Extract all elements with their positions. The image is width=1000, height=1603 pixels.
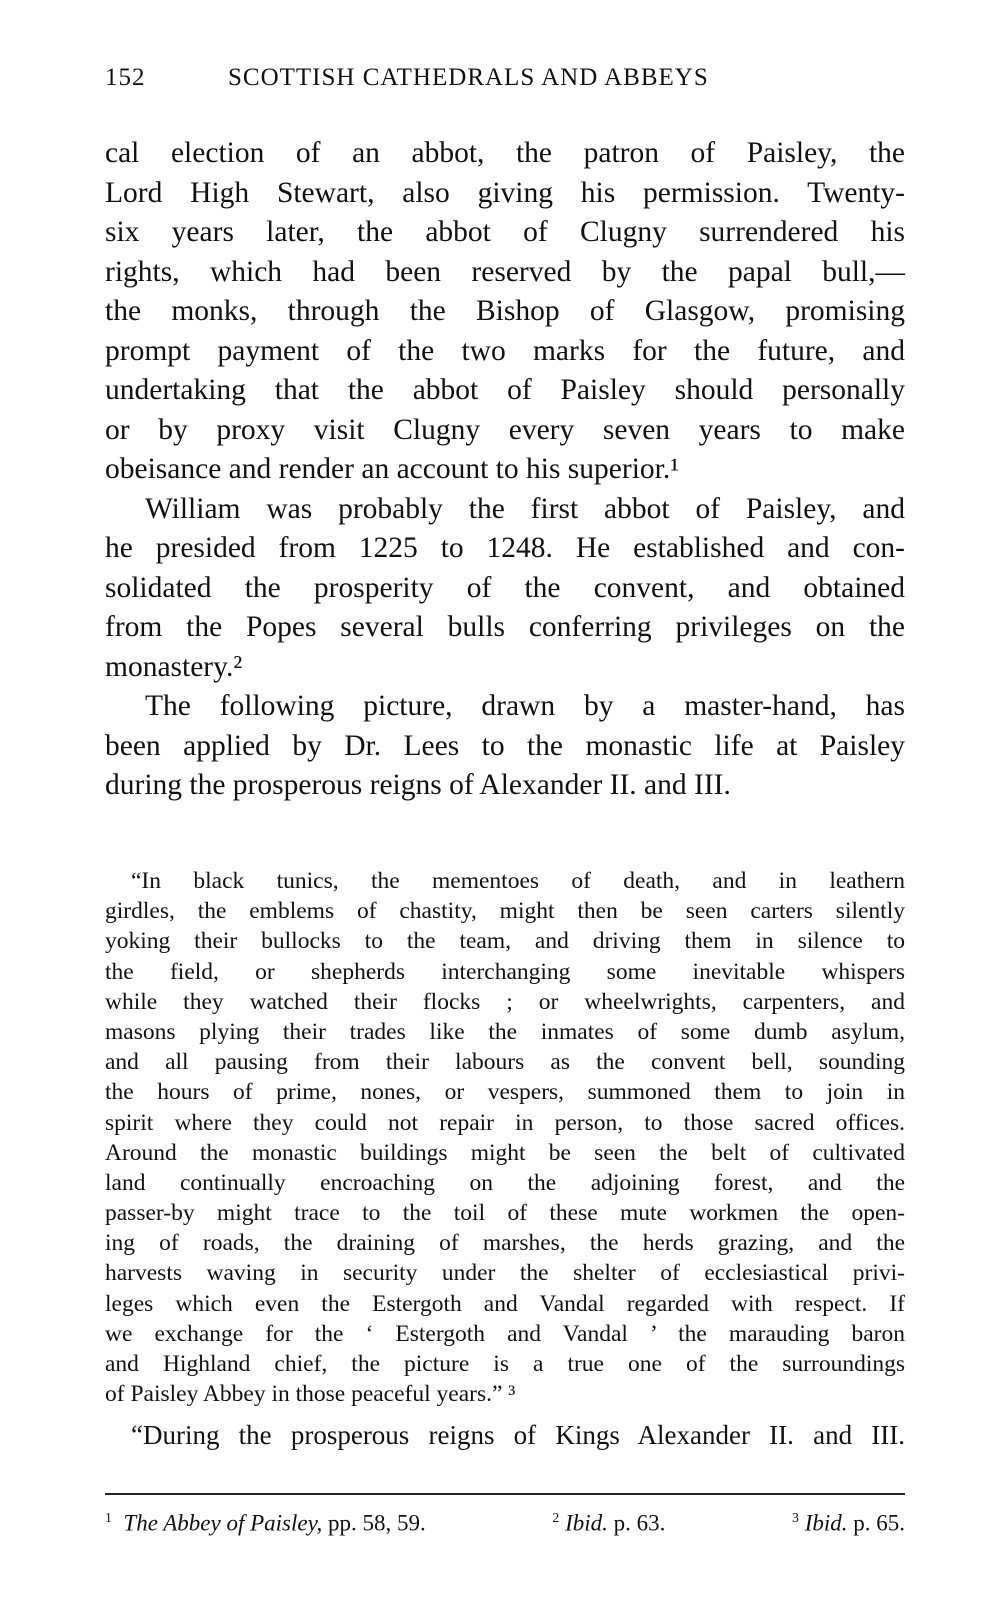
text-line: cal election of an abbot, the patron of Paisley, the xyxy=(105,137,905,169)
quote-line: land continually encroaching on the adjoining forest, and the xyxy=(105,1169,905,1196)
text-line: prompt payment of the two marks for the future, and xyxy=(105,334,905,367)
body-text xyxy=(105,134,905,806)
quote-line: while they watched their flocks ; or wheelwrights, carpenters, and xyxy=(105,988,905,1015)
footnote-mark: 2 xyxy=(552,1510,560,1525)
footnote-rule xyxy=(105,1493,905,1495)
quote-line: we exchange for the ‘ Estergoth and Vandal ’ the marauding baron xyxy=(105,1320,905,1347)
footnote-ref: p. 63. xyxy=(613,1510,666,1536)
quote-line: masons plying their trades like the inmates of some dumb asylum, xyxy=(105,1018,905,1045)
quote-line: “In black tunics, the mementoes of death, and in leathern xyxy=(131,868,905,894)
block-quote xyxy=(105,866,905,1409)
text-line: he presided from 1225 to 1248. He established and con- xyxy=(105,532,905,564)
footnotes xyxy=(105,1510,905,1537)
text-line: solidated the prosperity of the convent, and obtained xyxy=(105,571,905,604)
paragraph-3 xyxy=(105,687,905,806)
quote-line: the hours of prime, nones, or vespers, summoned them to join in xyxy=(105,1079,905,1106)
running-title: SCOTTISH CATHEDRALS AND ABBEYS xyxy=(228,64,709,91)
footnote-mark: 1 xyxy=(105,1510,112,1525)
quote-line: leges which even the Estergoth and Vandal regarded with respect. If xyxy=(105,1290,905,1317)
footnote-title: The Abbey of Paisley, xyxy=(123,1510,323,1536)
quote-line: girdles, the emblems of chastity, might then be seen carters silently xyxy=(105,898,905,925)
text-line: rights, which had been reserved by the papal bull,— xyxy=(105,255,905,288)
footnote-ref: pp. 58, 59. xyxy=(328,1510,426,1536)
footnote-1 xyxy=(105,1510,426,1537)
text-line: William was probably the first abbot of Paisley, and xyxy=(145,492,905,525)
footnote-mark: 3 xyxy=(792,1510,799,1525)
quote-line: spirit where they could not repair in person, to those sacred offices. xyxy=(105,1109,905,1136)
quote-line: harvests waving in security under the shelter of ecclesiastical privi- xyxy=(105,1260,905,1287)
text-line: monastery.² xyxy=(105,650,243,683)
quote-line: of Paisley Abbey in those peaceful years.” ³ xyxy=(105,1381,516,1408)
paragraph-1 xyxy=(105,134,905,490)
quote-line: ing of roads, the draining of marshes, the herds grazing, and the xyxy=(105,1230,905,1257)
text-line: obeisance and render an account to his superior.¹ xyxy=(105,453,680,485)
page-number: 152 xyxy=(105,64,146,91)
quote-line: yoking their bullocks to the team, and driving them in silence to xyxy=(105,928,905,955)
quote-line: passer-by might trace to the toil of these mute workmen the open- xyxy=(105,1200,905,1227)
quote-line: Around the monastic buildings might be seen the belt of cultivated xyxy=(105,1139,905,1166)
quote-line: and all pausing from their labours as the convent bell, sounding xyxy=(105,1049,905,1076)
quote-line: the field, or shepherds interchanging some inevitable whispers xyxy=(105,958,905,985)
text-line: during the prosperous reigns of Alexander II. and III. xyxy=(105,769,731,801)
text-line: undertaking that the abbot of Paisley should personally xyxy=(105,374,905,406)
text-line: or by proxy visit Clugny every seven years to make xyxy=(105,413,905,446)
footnote-2 xyxy=(552,1510,665,1537)
paragraph-2 xyxy=(105,490,905,688)
quote-line: and Highland chief, the picture is a true one of the surroundings xyxy=(105,1351,905,1377)
text-line: the monks, through the Bishop of Glasgow, promising xyxy=(105,295,905,327)
text-line: from the Popes several bulls conferring privileges on the xyxy=(105,611,905,643)
footnote-ref: p. 65. xyxy=(853,1510,905,1536)
text-line: The following picture, drawn by a master-hand, has xyxy=(145,690,905,722)
text-line: been applied by Dr. Lees to the monastic life at Paisley xyxy=(105,729,905,762)
footnote-title: Ibid. xyxy=(565,1510,608,1536)
footnote-3 xyxy=(792,1510,905,1537)
continuation-line: “During the prosperous reigns of Kings Alexander II. and III. xyxy=(131,1420,905,1450)
text-line: six years later, the abbot of Clugny surrendered his xyxy=(105,216,905,248)
footnote-title: Ibid. xyxy=(804,1510,848,1536)
text-line: Lord High Stewart, also giving his permission. Twenty- xyxy=(105,176,905,209)
